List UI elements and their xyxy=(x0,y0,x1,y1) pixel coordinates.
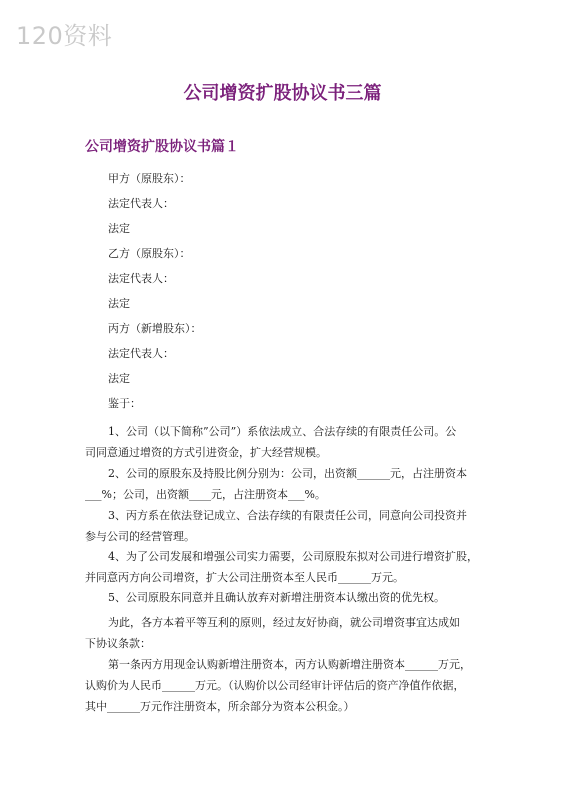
clause-4-line-2: 并同意丙方向公司增资，扩大公司注册资本至人民币______万元。 xyxy=(85,571,404,584)
party-a-line: 甲方（原股东）： xyxy=(108,172,191,185)
clause-3-line-1: 3、丙方系在依法登记成立、合法存续的有限责任公司，同意向公司投资并 xyxy=(108,509,467,522)
clause-3-line-2: 参与公司的经营管理。 xyxy=(85,530,195,543)
party-a-representative: 法定代表人： xyxy=(108,197,174,210)
clause-5 xyxy=(85,587,485,608)
watermark-logo: 120资料 xyxy=(16,22,113,50)
agreement-line-1: 为此，各方本着平等互利的原则，经过友好协商，就公司增资事宜达成如 xyxy=(108,616,460,629)
whereas-heading: 鉴于： xyxy=(108,397,141,410)
clause-3 xyxy=(85,505,485,547)
party-c-line: 丙方（新增股东）： xyxy=(108,322,202,335)
party-c-representative: 法定代表人： xyxy=(108,347,174,360)
article-1-line-2: 认购价为人民币______万元。（认购价以公司经审计评估后的资产净值作依据， xyxy=(85,679,465,692)
article-1-line-3: 其中______万元作注册资本，所余部分为资本公积金。） xyxy=(85,700,355,713)
party-b-line: 乙方（原股东）： xyxy=(108,247,191,260)
clause-2 xyxy=(85,463,485,505)
agreement-paragraph xyxy=(85,612,485,654)
clause-4 xyxy=(85,546,485,588)
article-1-line-1: 第一条丙方用现金认购新增注册资本，丙方认购新增注册资本______万元， xyxy=(108,658,471,671)
clause-1-line-2: 司同意通过增资的方式引进资金，扩大经营规模。 xyxy=(85,446,327,459)
party-a-legal: 法定 xyxy=(108,222,130,235)
clause-2-line-2: ___%；公司，出资额____元，占注册资本___%。 xyxy=(85,488,326,501)
clause-1 xyxy=(85,421,485,463)
party-c-legal: 法定 xyxy=(108,372,130,385)
document-title: 公司增资扩股协议书三篇 xyxy=(183,83,382,104)
agreement-line-2: 下协议条款： xyxy=(85,637,151,650)
section-title: 公司增资扩股协议书篇１ xyxy=(85,139,239,155)
party-b-representative: 法定代表人： xyxy=(108,272,174,285)
clause-1-line-1: 1、公司（以下简称”公司”）系依法成立、合法存续的有限责任公司。公 xyxy=(108,425,457,438)
article-1 xyxy=(85,654,485,717)
clause-5-line: 5、公司原股东同意并且确认放弃对新增注册资本认缴出资的优先权。 xyxy=(108,591,445,604)
clause-4-line-1: 4、为了公司发展和增强公司实力需要，公司原股东拟对公司进行增资扩股， xyxy=(108,550,478,563)
clause-2-line-1: 2、公司的原股东及持股比例分别为：公司，出资额______元，占注册资本 xyxy=(108,467,467,480)
party-b-legal: 法定 xyxy=(108,297,130,310)
